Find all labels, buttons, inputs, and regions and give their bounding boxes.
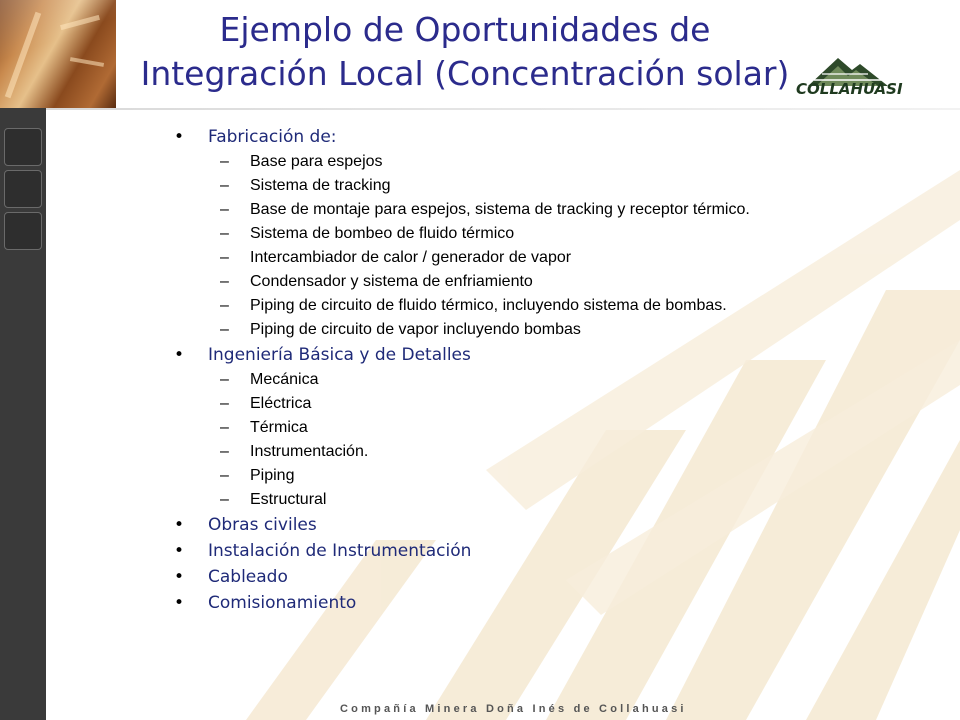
sub-dash: – xyxy=(220,225,229,242)
sub-item-text: Base de montaje para espejos, sistema de tracking y receptor térmico. xyxy=(250,201,750,218)
sub-dash: – xyxy=(220,201,229,218)
sub-item-text: Eléctrica xyxy=(250,395,312,412)
slide-title xyxy=(120,8,810,96)
sub-item xyxy=(170,222,930,246)
sub-item xyxy=(170,368,930,392)
sub-item xyxy=(170,150,930,174)
sub-dash: – xyxy=(220,467,229,484)
sub-dash: – xyxy=(220,395,229,412)
footer-company-name: Compañía Minera Doña Inés de Collahuasi xyxy=(340,703,687,715)
sub-item-text: Mecánica xyxy=(250,371,319,388)
sub-item xyxy=(170,174,930,198)
sidebar-box xyxy=(4,212,42,250)
sub-item-text: Piping xyxy=(250,467,295,484)
bullet-item xyxy=(170,590,930,616)
sub-dash: – xyxy=(220,273,229,290)
logo-text: COLLAHUASI xyxy=(796,80,903,98)
sidebar-box xyxy=(4,170,42,208)
bullet-label: Instalación de Instrumentación xyxy=(208,541,472,561)
bullet-dot: • xyxy=(174,541,185,561)
sub-dash: – xyxy=(220,419,229,436)
bullet-dot: • xyxy=(174,593,185,613)
sub-dash: – xyxy=(220,177,229,194)
collahuasi-logo xyxy=(796,54,946,98)
sub-item-text: Base para espejos xyxy=(250,153,383,170)
title-line-1: Ejemplo de Oportunidades de xyxy=(219,10,711,49)
sub-item-text: Piping de circuito de fluido térmico, incluyendo sistema de bombas. xyxy=(250,297,727,314)
sub-item xyxy=(170,198,930,222)
sub-dash: – xyxy=(220,297,229,314)
bullet-dot: • xyxy=(174,515,185,535)
sidebar-box xyxy=(4,128,42,166)
sub-item-text: Piping de circuito de vapor incluyendo bombas xyxy=(250,321,581,338)
bullet-dot: • xyxy=(174,127,185,147)
bullet-label: Fabricación de: xyxy=(208,127,337,147)
bullet-item xyxy=(170,564,930,590)
sub-dash: – xyxy=(220,443,229,460)
sub-item xyxy=(170,416,930,440)
sub-dash: – xyxy=(220,153,229,170)
sub-item xyxy=(170,318,930,342)
bullet-item xyxy=(170,124,930,150)
sub-item xyxy=(170,440,930,464)
sub-item-text: Térmica xyxy=(250,419,308,436)
sub-item-text: Intercambiador de calor / generador de vapor xyxy=(250,249,572,266)
bullet-dot: • xyxy=(174,567,185,587)
sub-dash: – xyxy=(220,321,229,338)
left-sidebar-strip xyxy=(0,0,46,720)
header-photo-collage xyxy=(0,0,116,108)
sub-item-text: Condensador y sistema de enfriamiento xyxy=(250,273,533,290)
bullet-list xyxy=(170,124,930,616)
sub-item xyxy=(170,464,930,488)
sub-dash: – xyxy=(220,371,229,388)
header-divider xyxy=(46,108,960,110)
bullet-label: Obras civiles xyxy=(208,515,317,535)
title-line-2: Integración Local (Concentración solar) xyxy=(140,54,790,93)
bullet-item xyxy=(170,512,930,538)
bullet-label: Comisionamiento xyxy=(208,593,357,613)
sub-item xyxy=(170,246,930,270)
sub-item-text: Estructural xyxy=(250,491,327,508)
bullet-dot: • xyxy=(174,345,185,365)
sub-item xyxy=(170,392,930,416)
sub-item-text: Sistema de bombeo de fluido térmico xyxy=(250,225,515,242)
sub-dash: – xyxy=(220,249,229,266)
sub-item-text: Instrumentación. xyxy=(250,443,369,460)
bullet-label: Ingeniería Básica y de Detalles xyxy=(208,345,471,365)
sub-dash: – xyxy=(220,491,229,508)
bullet-item xyxy=(170,342,930,368)
sub-item-text: Sistema de tracking xyxy=(250,177,391,194)
sub-item xyxy=(170,270,930,294)
sub-item xyxy=(170,488,930,512)
sub-item xyxy=(170,294,930,318)
bullet-label: Cableado xyxy=(208,567,288,587)
bullet-item xyxy=(170,538,930,564)
